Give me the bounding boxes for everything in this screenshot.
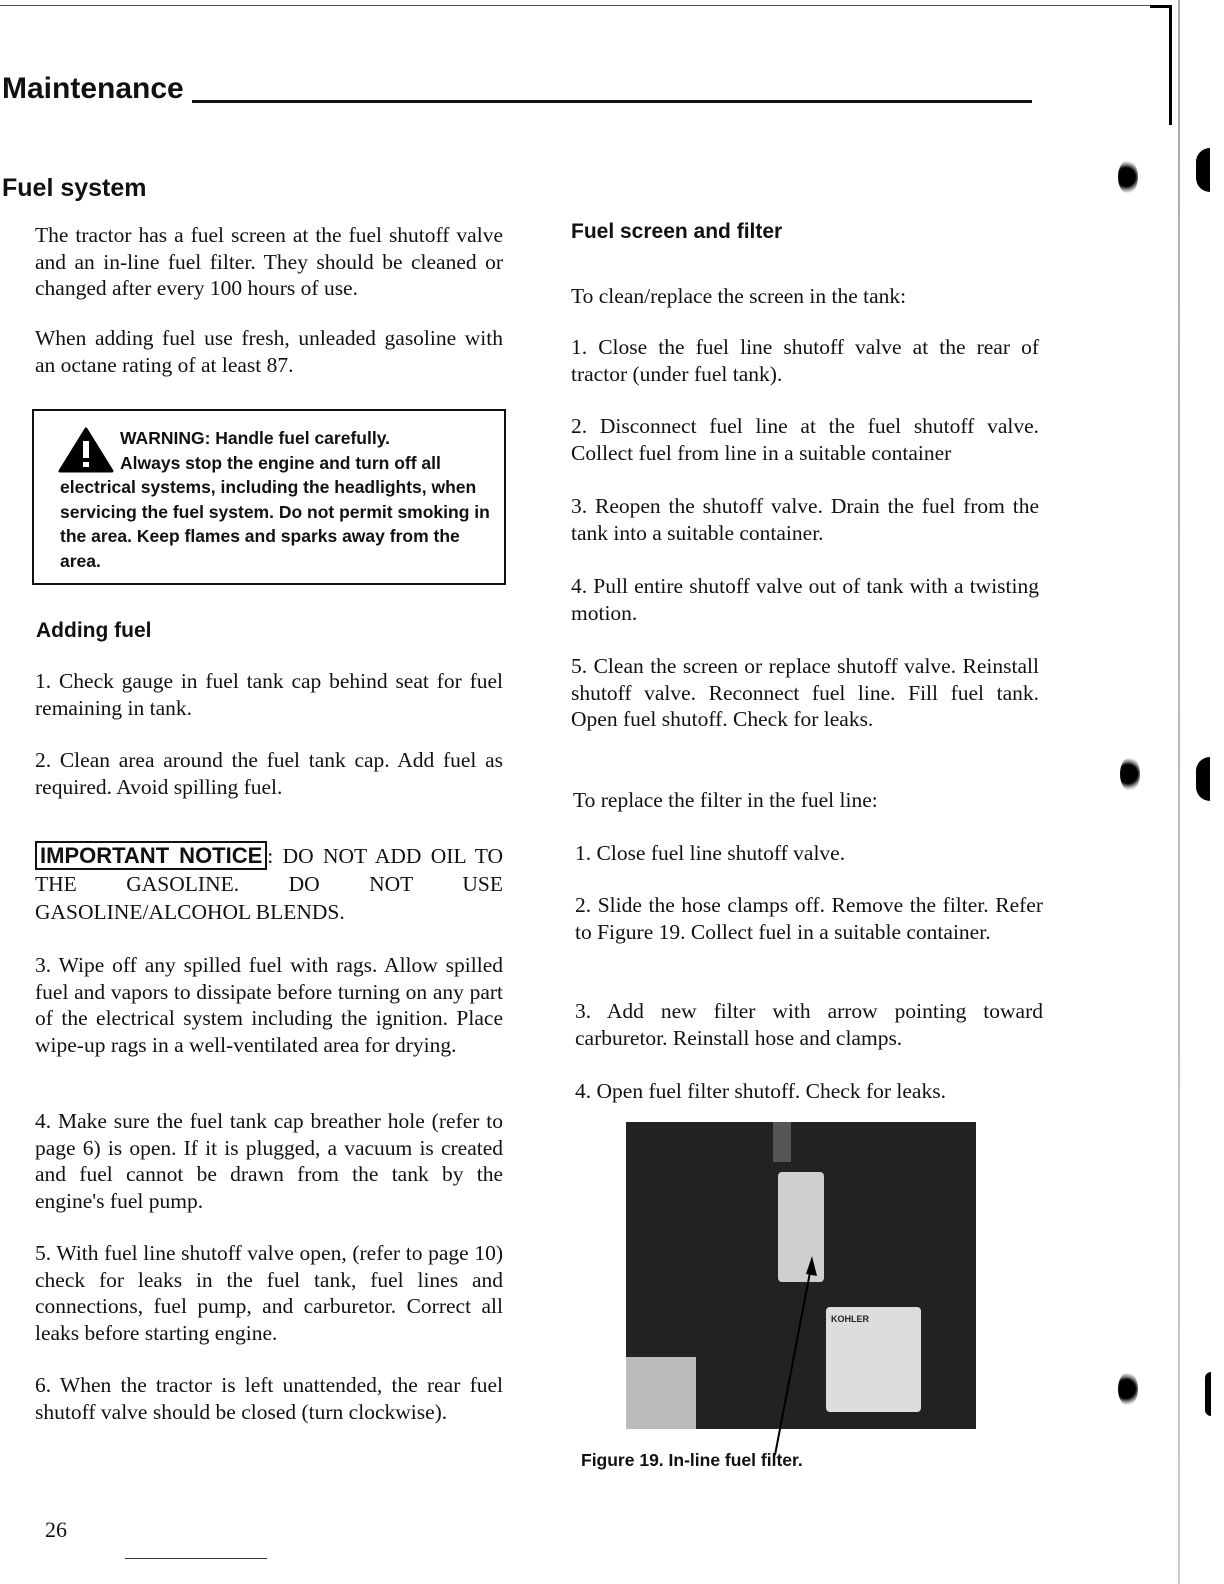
screen-step-4: 4. Pull entire shutoff valve out of tank with a twisting motion. [571,574,1039,625]
fuel-system-intro: The tractor has a fuel screen at the fuel shutoff valve and an in-line fuel filter. They should be cleaned or changed after every 100 hours of use. [35,223,503,300]
important-notice-text: : DO NOT ADD OIL TO THE GASOLINE. DO NOT USE GASOLINE/ALCOHOL BLENDS. [35,844,503,924]
important-notice [35,842,503,926]
binding-edge-line [1178,0,1180,1584]
page-number: 26 [45,1517,67,1542]
pointer-arrow-icon [760,1250,830,1460]
filter-intro: To replace the filter in the fuel line: [573,788,878,812]
figure-caption: Figure 19. In-line fuel filter. [581,1450,803,1470]
filter-step-4: 4. Open fuel filter shutoff. Check for leaks. [575,1079,946,1103]
adding-step-6: 6. When the tractor is left unattended, the rear fuel shutoff valve should be closed (turn clockwise). [35,1373,503,1424]
binder-hole-icon [1120,757,1140,791]
fuel-note: When adding fuel use fresh, unleaded gasoline with an octane rating of at least 87. [35,326,503,377]
screen-step-5: 5. Clean the screen or replace shutoff valve. Reinstall shutoff valve. Reconnect fuel line. Fill fuel tank. Open fuel shutoff. Check for leaks. [571,654,1039,731]
important-notice-label: IMPORTANT NOTICE [35,841,267,870]
binder-tab-icon [1196,148,1210,192]
adding-step-2: 2. Clean area around the fuel tank cap. Add fuel as required. Avoid spilling fuel. [35,748,503,799]
adding-step-1: 1. Check gauge in fuel tank cap behind seat for fuel remaining in tank. [35,669,503,720]
section-title: Maintenance [2,72,184,105]
warning-heading: WARNING: Handle fuel carefully. [120,428,390,448]
binder-hole-icon [1118,1372,1138,1406]
binder-hole-icon [1118,160,1138,194]
adding-step-4: 4. Make sure the fuel tank cap breather hole (refer to page 6) is open. If it is plugged, a vacuum is created and fuel cannot be drawn from the tank by the engine's fuel pump. [35,1109,503,1213]
filter-step-3: 3. Add new filter with arrow pointing toward carburetor. Reinstall hose and clamps. [575,999,1043,1050]
footer-rule [125,1558,267,1559]
screen-step-2: 2. Disconnect fuel line at the fuel shutoff valve. Collect fuel from line in a suitable container [571,414,1039,465]
adding-fuel-heading: Adding fuel [36,619,152,642]
binder-tab-icon [1205,1372,1211,1416]
warning-body: Always stop the engine and turn off all electrical systems, including the headlights, when servicing the fuel system. Do not permit smoking in the area. Keep flames and sparks away from the area. [60,452,490,571]
screen-step-1: 1. Close the fuel line shutoff valve at the rear of tractor (under fuel tank). [571,335,1039,386]
top-rule [0,5,1160,6]
warning-box [32,409,506,585]
title-underline [192,100,1032,103]
screen-filter-heading: Fuel screen and filter [571,220,783,243]
fuel-system-heading: Fuel system [2,174,147,202]
screen-step-3: 3. Reopen the shutoff valve. Drain the fuel from the tank into a suitable container. [571,494,1039,545]
adding-step-5: 5. With fuel line shutoff valve open, (refer to page 10) check for leaks in the fuel tank, fuel lines and connections, fuel pump, and carburetor. Correct all leaks before starting engine. [35,1241,503,1345]
filter-step-1: 1. Close fuel line shutoff valve. [575,841,846,865]
binding-edge [1169,5,1172,125]
warning-text [60,426,500,573]
adding-step-3: 3. Wipe off any spilled fuel with rags. Allow spilled fuel and vapors to dissipate before turning on any part of the electrical system including the ignition. Place wipe-up rags in a well-ventilated area for drying. [35,953,503,1057]
filter-step-2: 2. Slide the hose clamps off. Remove the filter. Refer to Figure 19. Collect fuel in a suitable container. [575,893,1043,944]
kohler-label: KOHLER [826,1307,921,1412]
screen-intro: To clean/replace the screen in the tank: [571,284,907,308]
binder-tab-icon [1196,757,1210,801]
